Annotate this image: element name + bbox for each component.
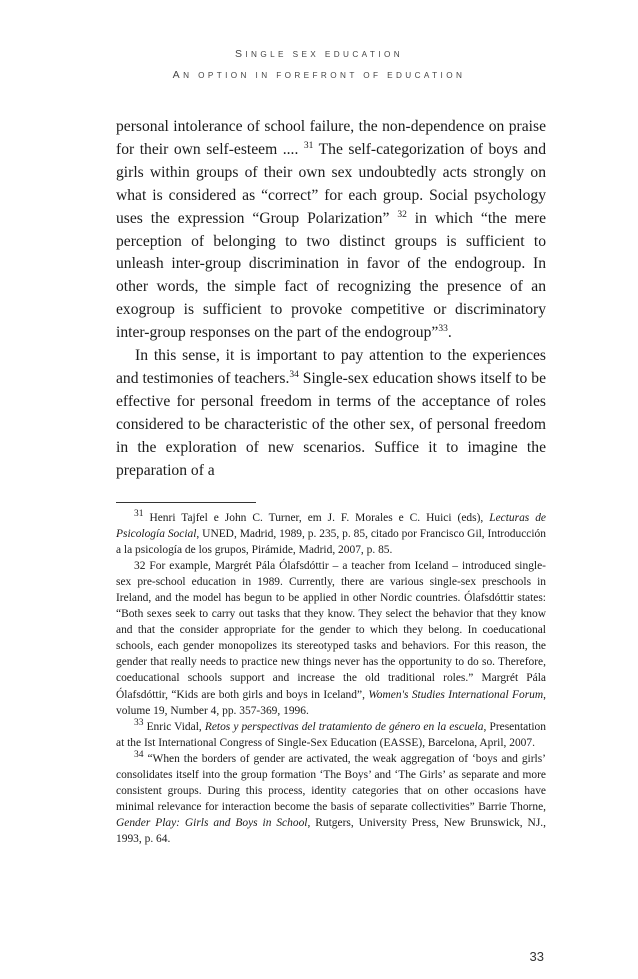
body-p1-text-2: The self-categorization of boys and girls within groups of their own sex undoubtedly acts strongly on what is considered as “correct” for each group. Social psychology uses the expression “Group Polarization” — [116, 140, 546, 227]
footnote-ref-33: 33 — [438, 323, 448, 334]
footnote-32-text-2: , volume 19, Number 4, pp. 357-369, 1996. — [116, 688, 546, 717]
footnote-34-text-2: , Rutgers, University Press, New Brunswick, NJ., 1993, p. 64. — [116, 816, 546, 845]
footnote-ref-31: 31 — [303, 140, 314, 151]
body-p1-text-4: . — [447, 324, 452, 342]
footnote-32-text-1: 32 For example, Margrét Pála Ólafsdóttir – a teacher from Iceland – introduced single-sex pre-school education in 1989. Currently, there are various single-sex preschools in Ireland, and the model has begun to be applied in other Nordic countries. Ólafsdóttir states: “Both sexes seek to carry out tasks that they know. They select the behavior that they know and that the consider appropriate for the gender to which they belong. In coeducational schools, each gender monopolizes its stereotyped tasks and behaviors. For this reason, the gender that really needs to practice new things never has the opportunity to do so. Therefore, coeducational schools support and increase the old traditional roles.” Margrét Pála Ólafsdóttir, “Kids are both girls and boys in Iceland”, — [116, 560, 546, 701]
body-paragraph-2 — [116, 345, 546, 482]
footnote-31-text-2: , UNED, Madrid, 1989, p. 235, p. 85, citado por Francisco Gil, Introducción a la psicología de los grupos, Pirámide, Madrid, 2007, p. 85. — [116, 528, 546, 557]
footnote-34-number: 34 — [134, 749, 144, 760]
footnote-33-text-1: Enric Vidal, — [143, 720, 205, 733]
footnote-34 — [116, 751, 546, 847]
body-paragraph-1 — [116, 116, 546, 345]
running-header-line-1: SINGLE SEX EDUCATION — [234, 48, 404, 60]
footnote-33-title: Retos y perspectivas del tratamiento de género en la escuela — [204, 720, 484, 733]
footnote-33-text-2: , Presentation at the Ist International Congress of Single-Sex Education (EASSE), Barcelona, April, 2007. — [116, 720, 546, 749]
footnote-31-text-1: Henri Tajfel e John C. Turner, em J. F. Morales e C. Huici (eds), — [143, 512, 490, 524]
page-number: 33 — [529, 949, 544, 964]
running-header-line-2: AN OPTION IN FOREFRONT OF EDUCATION — [172, 69, 466, 81]
footnote-separator — [116, 502, 256, 503]
footnote-ref-32: 32 — [397, 209, 407, 220]
running-header — [0, 44, 638, 86]
footnote-32 — [116, 558, 546, 718]
footnote-ref-34: 34 — [289, 369, 299, 380]
footnote-31-number: 31 — [134, 509, 144, 520]
footnote-32-title: Women's Studies International Forum — [368, 688, 544, 701]
body-p2-text-2: Single-sex education shows itself to be effective for personal freedom in terms of the acceptance of roles considered to be characteristic of the other sex, of personal freedom in the exploration of new scenarios. Suffice it to imagine the preparation of a — [116, 369, 546, 479]
footnote-33 — [116, 719, 546, 751]
footnote-31-title: Lecturas de Psicología Social — [116, 512, 546, 541]
footnotes — [116, 510, 546, 847]
body-text — [116, 116, 546, 483]
footnote-34-title: Gender Play: Girls and Boys in School — [116, 816, 308, 829]
body-p2-text-1: In this sense, it is important to pay attention to the experiences and testimonies of teachers. — [116, 347, 546, 387]
body-p1-text-1: personal intolerance of school failure, the non-dependence on praise for their own self-esteem .... — [116, 118, 546, 158]
footnote-31 — [116, 510, 546, 558]
footnote-33-number: 33 — [134, 717, 144, 728]
body-p1-text-3: in which “the mere perception of belonging to two distinct groups is sufficient to unleash inter-group discrimination in favor of the endogroup. In other words, the simple fact of recognizing the presence of an exogroup is sufficient to provoke competitive or discriminatory inter-group responses on the part of the endogroup” — [116, 209, 546, 342]
footnote-34-text-1: “When the borders of gender are activated, the weak aggregation of ‘boys and girls’ consolidates itself into the group formation ‘The Boys’ and ‘The Girls’ as separate and more consistent groups. During this process, identity categories that on other occasions have minimal relevance for interaction become the basis of separate collectivities” Barrie Thorne, — [116, 752, 546, 813]
